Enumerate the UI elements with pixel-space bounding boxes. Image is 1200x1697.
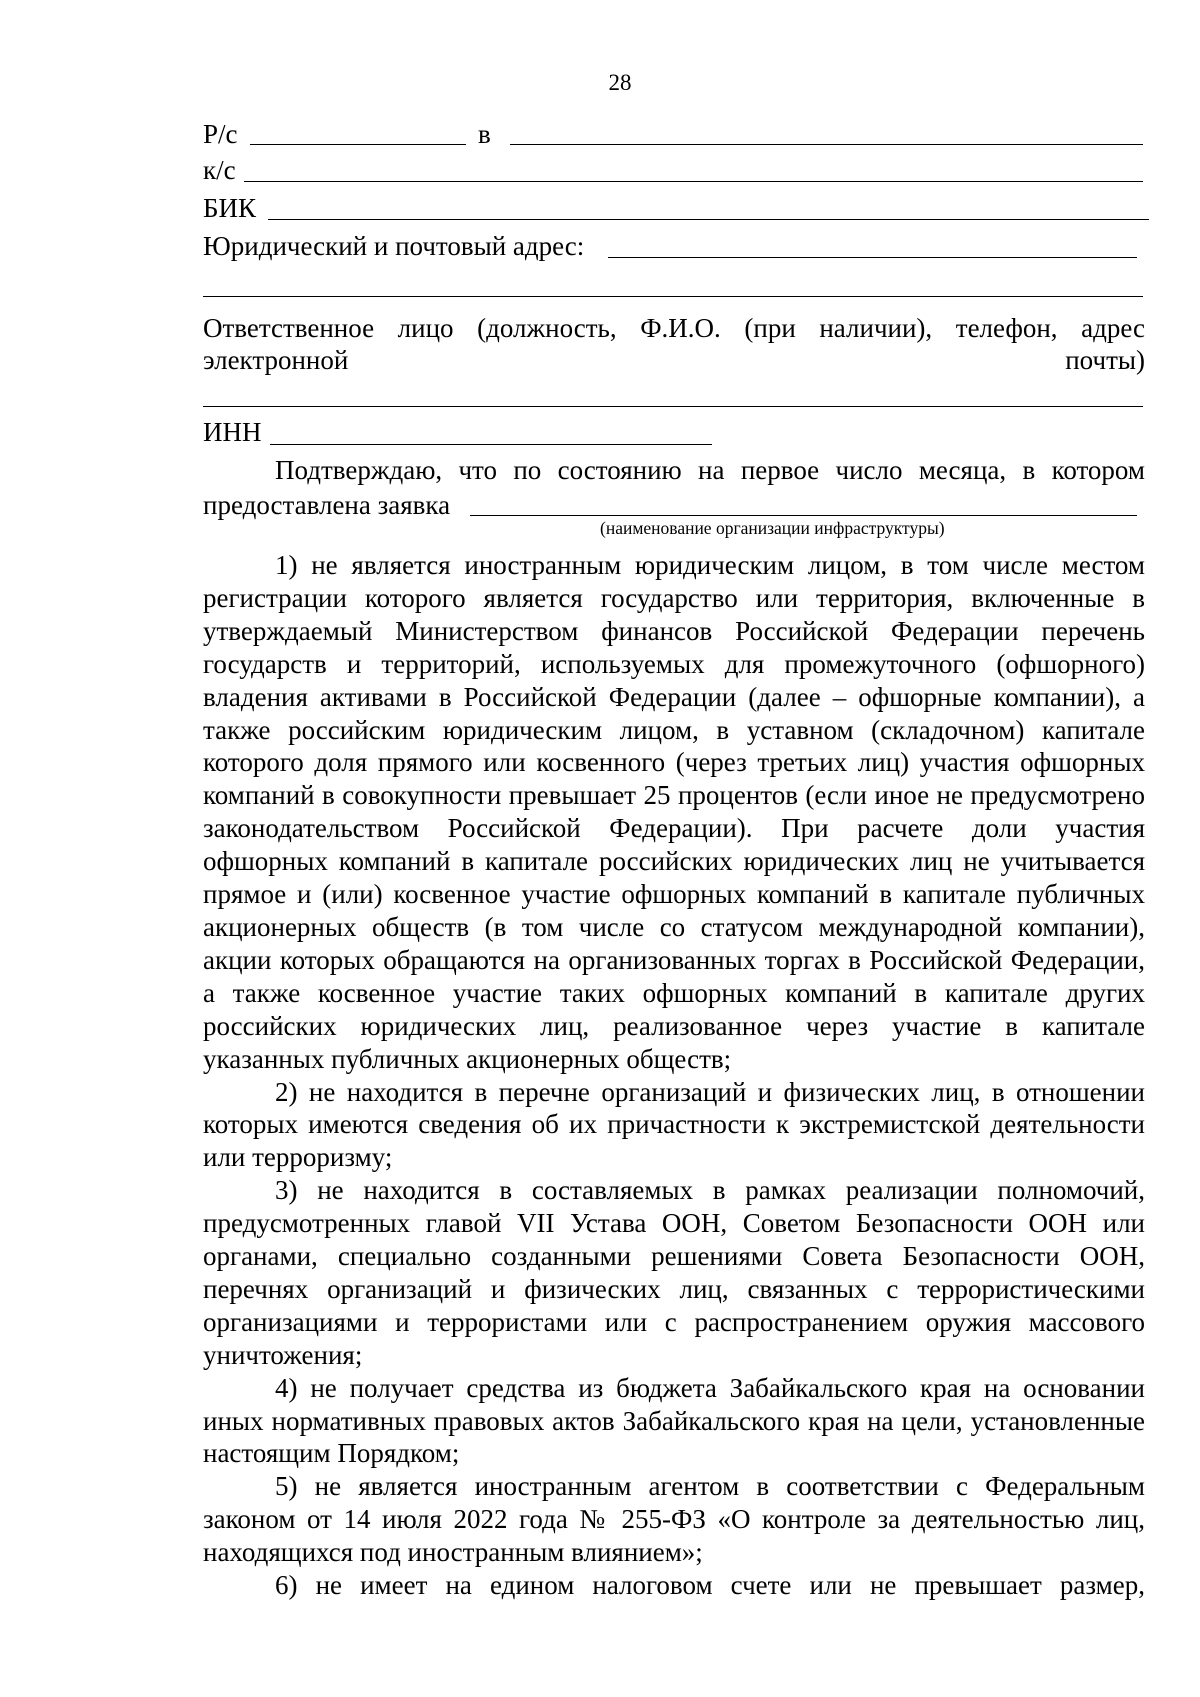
organization-name-blank <box>470 515 1137 516</box>
condition-item-4: 4) не получает средства из бюджета Забайкальского края на основании иных нормативных правовых актов Забайкальского края на цели, установленные настоящим Порядком; <box>203 1372 1145 1469</box>
address-blank-1 <box>608 257 1137 258</box>
conditions-list <box>203 549 1145 1602</box>
condition-item-2: 2) не находится в перечне организаций и физических лиц, в отношении которых имеются сведения об их причастности к экстремистской деятельности или терроризму; <box>203 1076 1145 1173</box>
page-number: 28 <box>608 70 632 95</box>
bik-blank <box>268 219 1149 220</box>
confirmation-prefix: предоставлена заявка <box>203 490 451 520</box>
confirmation-line-1: Подтверждаю, что по состоянию на первое число месяца, в котором <box>275 455 1145 485</box>
confirmation-paragraph <box>203 454 1145 487</box>
responsible-line-2-left: электронной <box>203 345 349 375</box>
rs-in-row <box>478 118 491 150</box>
address-row <box>203 230 584 262</box>
responsible-line-1: Ответственное лицо (должность, Ф.И.О. (при наличии), телефон, адрес <box>203 313 1145 343</box>
inn-row <box>203 416 262 448</box>
condition-item-5: 5) не является иностранным агентом в соответствии с Федеральным законом от 14 июля 2022 года № 255-ФЗ «О контроле за деятельностью лиц, находящихся под иностранным влиянием»; <box>203 1471 1145 1568</box>
rs-label: Р/с <box>203 119 238 149</box>
condition-item-6: 6) не имеет на едином налоговом счете или не превышает размер, <box>275 1570 1145 1601</box>
organization-name-caption: (наименование организации инфраструктуры) <box>600 518 945 538</box>
condition-item-1: 1) не является иностранным юридическим лицом, в том числе местом регистрации которого является государство или территория, включенные в утверждаемый Министерством финансов Российской Федерации перечень государств и территорий, используемых для промежуточного (офшорного) владения активами в Российской Федерации (далее – офшорные компании), а также российским юридическим лицом, в уставном (складочном) капитале которого доля прямого или косвенного (через третьих лиц) участия офшорных компаний в совокупности превышает 25 процентов (если иное не предусмотрено законодательством Российской Федерации). При расчете доли участия офшорных компаний в капитале российских юридических лиц не учитывается прямое и (или) косвенное участие офшорных компаний в капитале публичных акционерных обществ (в том числе со статусом международной компании), акции которых обращаются на организованных торгах в Российской Федерации, а также косвенное участие таких офшорных компаний в капитале других российских юридических лиц, реализованное через участие в капитале указанных публичных акционерных обществ; <box>203 550 1145 1074</box>
confirmation-line-2 <box>203 489 450 521</box>
responsible-row-1 <box>203 312 1145 344</box>
ks-blank <box>244 181 1143 182</box>
responsible-row-2 <box>203 344 1145 376</box>
condition-item-3: 3) не находится в составляемых в рамках реализации полномочий, предусмотренных главой VII Устава ООН, Советом Безопасности ООН или органами, специально созданными решениями Совета Безопасности ООН, перечнях организаций и физических лиц, связанных с террористическими организациями и террористами или с распространением оружия массового уничтожения; <box>203 1175 1145 1370</box>
inn-label: ИНН <box>203 417 262 447</box>
rs-row <box>203 118 238 150</box>
responsible-line-2-right: почты) <box>1065 345 1145 375</box>
bank-name-blank <box>510 144 1143 145</box>
rs-in-label: в <box>478 119 491 149</box>
bik-row <box>203 192 256 224</box>
responsible-blank <box>203 406 1143 407</box>
inn-blank <box>270 444 712 445</box>
ks-label: к/с <box>203 155 236 185</box>
bik-label: БИК <box>203 193 257 223</box>
rs-blank <box>250 144 466 145</box>
address-label: Юридический и почтовый адрес: <box>203 231 585 261</box>
ks-row <box>203 154 236 186</box>
address-blank-2 <box>203 296 1143 297</box>
